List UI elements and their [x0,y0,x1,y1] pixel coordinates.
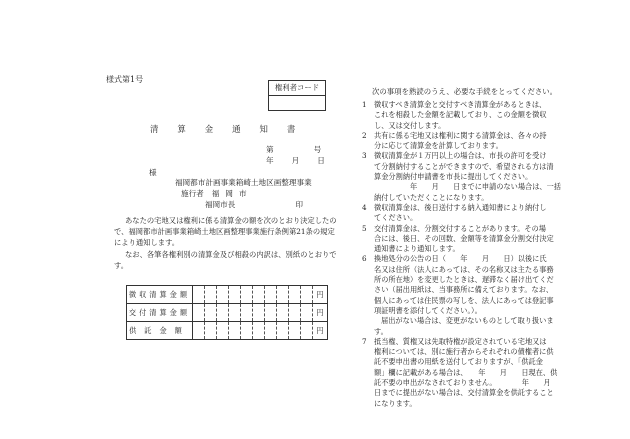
note-item: 6 換地処分の公告の日（ 年 月 日）以後に氏 名又は住所（法人にあっては、その名称又は主たる事務 所の所在地）を変更したときは、遅滞なく届け出てくだ さい（届出用紙は、当事務所に備えております。なお、 個人にあっては住民票の写しを、法人にあっては登記事 項証明書を添付してください。）。 届出がない場合は、変更がないものとして取り扱いま す。 [362,254,554,336]
addressee-honorific: 様 [149,168,157,177]
mayor-line [205,199,303,210]
amount-row [127,322,328,340]
note-item: 2 共有に係る宅地又は権利に関する清算金は、各々の持 分に応じて清算金を計算しております。 [362,130,547,151]
amount-row [127,286,328,304]
notes-list [362,100,580,409]
executor-name: 福岡市 [211,189,253,198]
amount-unit: 円 [313,286,328,304]
note-number: 1 [362,100,367,109]
number-suffix: 号 [313,145,322,154]
body-paragraph-1: あなたの宅地又は権利に係る清算金の額を次のとおり決定したので、福岡都市計画事業箱崎土地区画整理事業施行条例第21条の規定により通知します。 [114,216,337,247]
project-name: 福岡都市計画事業箱崎土地区画整理事業 [175,178,312,187]
rights-code-box [268,80,326,111]
instructions-intro: 次の事項を熟読のうえ、必要な手続をとってください。 [372,87,558,96]
amount-label: 徴収清算金額 [127,286,193,304]
seal-mark: 印 [295,200,303,209]
note-item: 7 抵当権、質権又は先取特権が設定されている宅地又は 権利については、別に施行者からそれぞれの債権者に供 託不要申出書の用紙を送付しておりますが、「供託金 額」欄に記載がある場合は、 年 月 日現在、供 託不要の申出がなされておりません。 年 月 日までに提出がない場合は、交付清算金を供託すること になります。 [362,336,558,408]
form-number: 様式第1号 [106,75,144,84]
amount-table [126,285,328,340]
amount-label: 交付清算金額 [127,304,193,322]
note-number: 2 [362,130,367,140]
amount-unit: 円 [313,304,328,322]
body-paragraph-2: なお、各筆各権利別の清算金及び相殺の内訳は、別紙のとおりです。 [114,250,337,270]
document-number [266,144,321,155]
amount-unit: 円 [313,322,328,340]
amount-row [127,304,328,322]
executor-label: 施行者 [181,189,204,198]
date-day: 日 [317,156,325,165]
note-item: 年 月 日までに申請のない場合は、一括 納付していただくことになります。 [362,182,580,203]
executor-line [181,188,253,199]
issue-date [266,155,325,166]
date-year: 年 [266,156,274,165]
mayor-title: 福岡市長 [205,200,236,209]
note-number: 6 [362,254,367,264]
number-prefix: 第 [266,145,274,154]
note-item: 3 徴収清算金が１万円以上の場合は、市長の許可を受け て分割納付することができますので、希望される方は清 算金分割納付申請書を市長に提出してください。 [362,151,554,182]
date-month: 月 [291,156,300,165]
note-number: 7 [362,336,367,346]
rights-code-value [269,96,325,110]
amount-label: 供託金額 [127,322,193,340]
note-item: 5 交付清算金は、分割交付することがあります。その場 合には、後日、その回数、金額等を清算金分割交付決定 通知書により通知します。 [362,223,554,254]
note-item: 4 徴収清算金は、後日送付する納入通知書により納付し てください。 [362,202,547,223]
note-item: 1 徴収すべき清算金と交付すべき清算金があるときは、 これを相殺した金額を記載しており、この金額を徴収 し、又は交付します。 [362,100,547,130]
document-title: 清算金通知書 [150,124,315,134]
note-number: 3 [362,151,367,161]
note-number: 4 [362,202,367,212]
note-number: 5 [362,223,367,233]
note-number [362,182,374,203]
rights-code-label: 権利者コード [269,81,325,96]
